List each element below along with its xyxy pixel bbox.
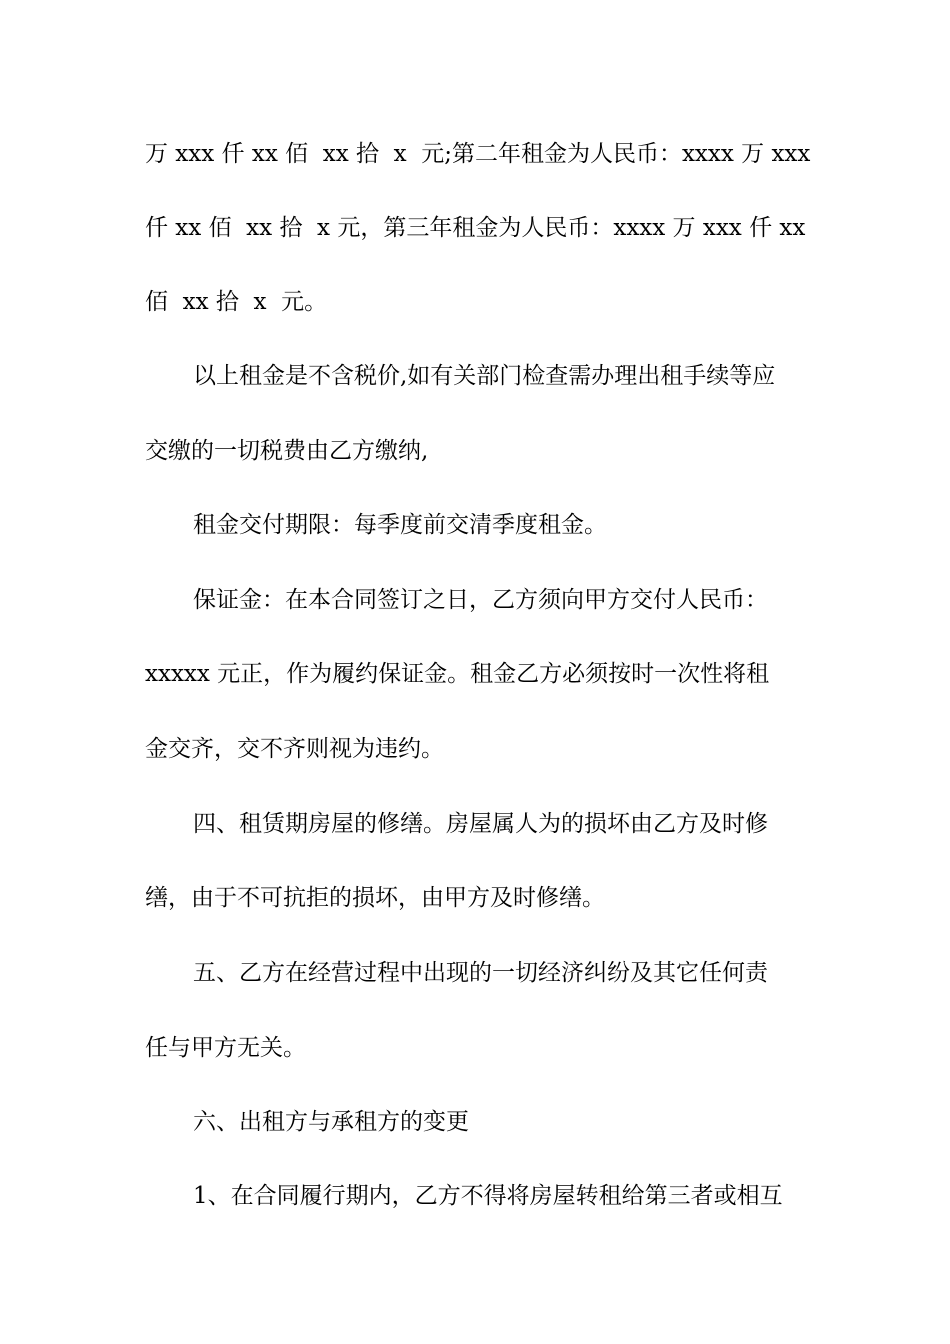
text-line: 交缴的一切税费由乙方缴纳,	[145, 438, 429, 464]
text-line: 佰 xx 拾 x 元。	[145, 289, 328, 315]
text-line: 万 xxx 仟 xx 佰 xx 拾 x 元;第二年租金为人民币：xxxx 万 xxx	[145, 141, 811, 167]
paragraph-start-line: 保证金：在本合同签订之日，乙方须向甲方交付人民币：	[193, 587, 768, 613]
paragraph-start-line: 1、在合同履行期内，乙方不得将房屋转租给第三者或相互	[193, 1183, 783, 1209]
paragraph-start-line: 以上租金是不含税价,如有关部门检查需办理出租手续等应	[193, 363, 776, 389]
text-line: 金交齐，交不齐则视为违约。	[145, 736, 444, 762]
paragraph-start-line: 租金交付期限：每季度前交清季度租金。	[193, 512, 607, 538]
text-line: 缮，由于不可抗拒的损坏，由甲方及时修缮。	[145, 885, 605, 911]
text-line: xxxxx 元正，作为履约保证金。租金乙方必须按时一次性将租	[145, 661, 770, 687]
text-line: 仟 xx 佰 xx 拾 x 元，第三年租金为人民币：xxxx 万 xxx 仟 xx	[145, 215, 806, 241]
paragraph-start-line: 五、乙方在经营过程中出现的一切经济纠纷及其它任何责	[193, 960, 768, 986]
text-line: 任与甲方无关。	[145, 1035, 306, 1061]
section-heading-line: 六、出租方与承租方的变更	[193, 1109, 469, 1135]
paragraph-start-line: 四、租赁期房屋的修缮。房屋属人为的损坏由乙方及时修	[193, 811, 768, 837]
